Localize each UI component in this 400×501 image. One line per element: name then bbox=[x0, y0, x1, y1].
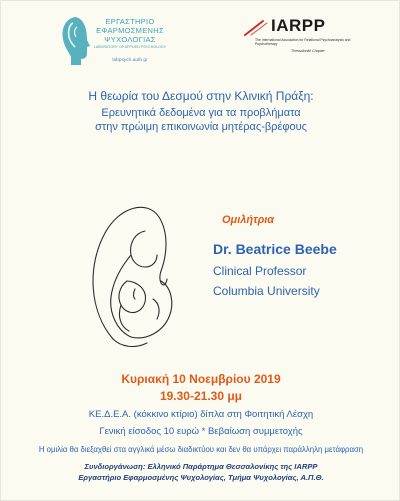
event-title: Η θεωρία του Δεσμού στην Κλινική Πράξη: bbox=[88, 89, 314, 103]
applied-psychology-lab-logo bbox=[59, 13, 169, 69]
organizers-line1: Συνδιοργάνωση: Ελληνικό Παράρτημα Θεσσαλονίκης της IARPP bbox=[84, 462, 318, 471]
logo-text-line3: ΨΥΧΟΛΟΓΙΑΣ bbox=[104, 35, 156, 44]
event-venue: ΚΕ.Δ.Ε.Α. (κόκκινο κτίριο) δίπλα στη Φοιτητική Λέσχη bbox=[88, 409, 314, 420]
mother-infant-sketch bbox=[61, 171, 201, 361]
iarpp-brand: IARPP bbox=[271, 16, 326, 35]
head-profile-icon bbox=[59, 13, 93, 69]
event-subtitle bbox=[1, 107, 400, 134]
iarpp-logo bbox=[241, 16, 351, 61]
speaker-label: Ομιλήτρια bbox=[222, 214, 275, 226]
logo-text-line1: ΕΡΓΑΣΤΗΡΙΟ bbox=[105, 17, 155, 26]
event-entry: Γενική είσοδος 10 ευρώ * Βεβαίωση συμμετοχής bbox=[99, 426, 303, 437]
iarpp-chapter: Thessaloniki Chapter bbox=[291, 49, 325, 53]
logo-tagline: LABORATORY OF APPLIED PSYCHOLOGY bbox=[93, 45, 167, 49]
iarpp-logo-icon bbox=[243, 16, 273, 38]
logo-text-line2: ΕΦΑΡΜΟΣΜΕΝΗΣ bbox=[96, 26, 164, 35]
event-time: 19.30-21.30 μμ bbox=[159, 389, 243, 403]
speaker-name: Dr. Beatrice Beebe bbox=[213, 241, 337, 257]
language-note: Η ομιλία θα διεξαχθεί στα αγγλικά μέσω διαδικτύου και δεν θα υπάρχει παράλληλη μετάφραση bbox=[38, 445, 364, 454]
event-date: Κυριακή 10 Νοεμβρίου 2019 bbox=[121, 372, 281, 386]
logo-url: labpsych.auth.gr bbox=[112, 58, 148, 63]
iarpp-subtitle: The International Association for Relational Psychoanalysis and Psychotherapy bbox=[255, 38, 351, 47]
subtitle-line: στην πρώιμη επικοινωνία μητέρας-βρέφους bbox=[95, 120, 307, 133]
organizers-line2: Εργαστήριο Εφαρμοσμένης Ψυχολογίας, Τμήμα Ψυχολογίας, Α.Π.Θ. bbox=[78, 473, 324, 482]
speaker-institution: Columbia University bbox=[213, 284, 320, 298]
speaker-position: Clinical Professor bbox=[213, 264, 307, 278]
subtitle-line: Ερευνητικά δεδομένα για τα προβλήματα bbox=[101, 107, 301, 119]
